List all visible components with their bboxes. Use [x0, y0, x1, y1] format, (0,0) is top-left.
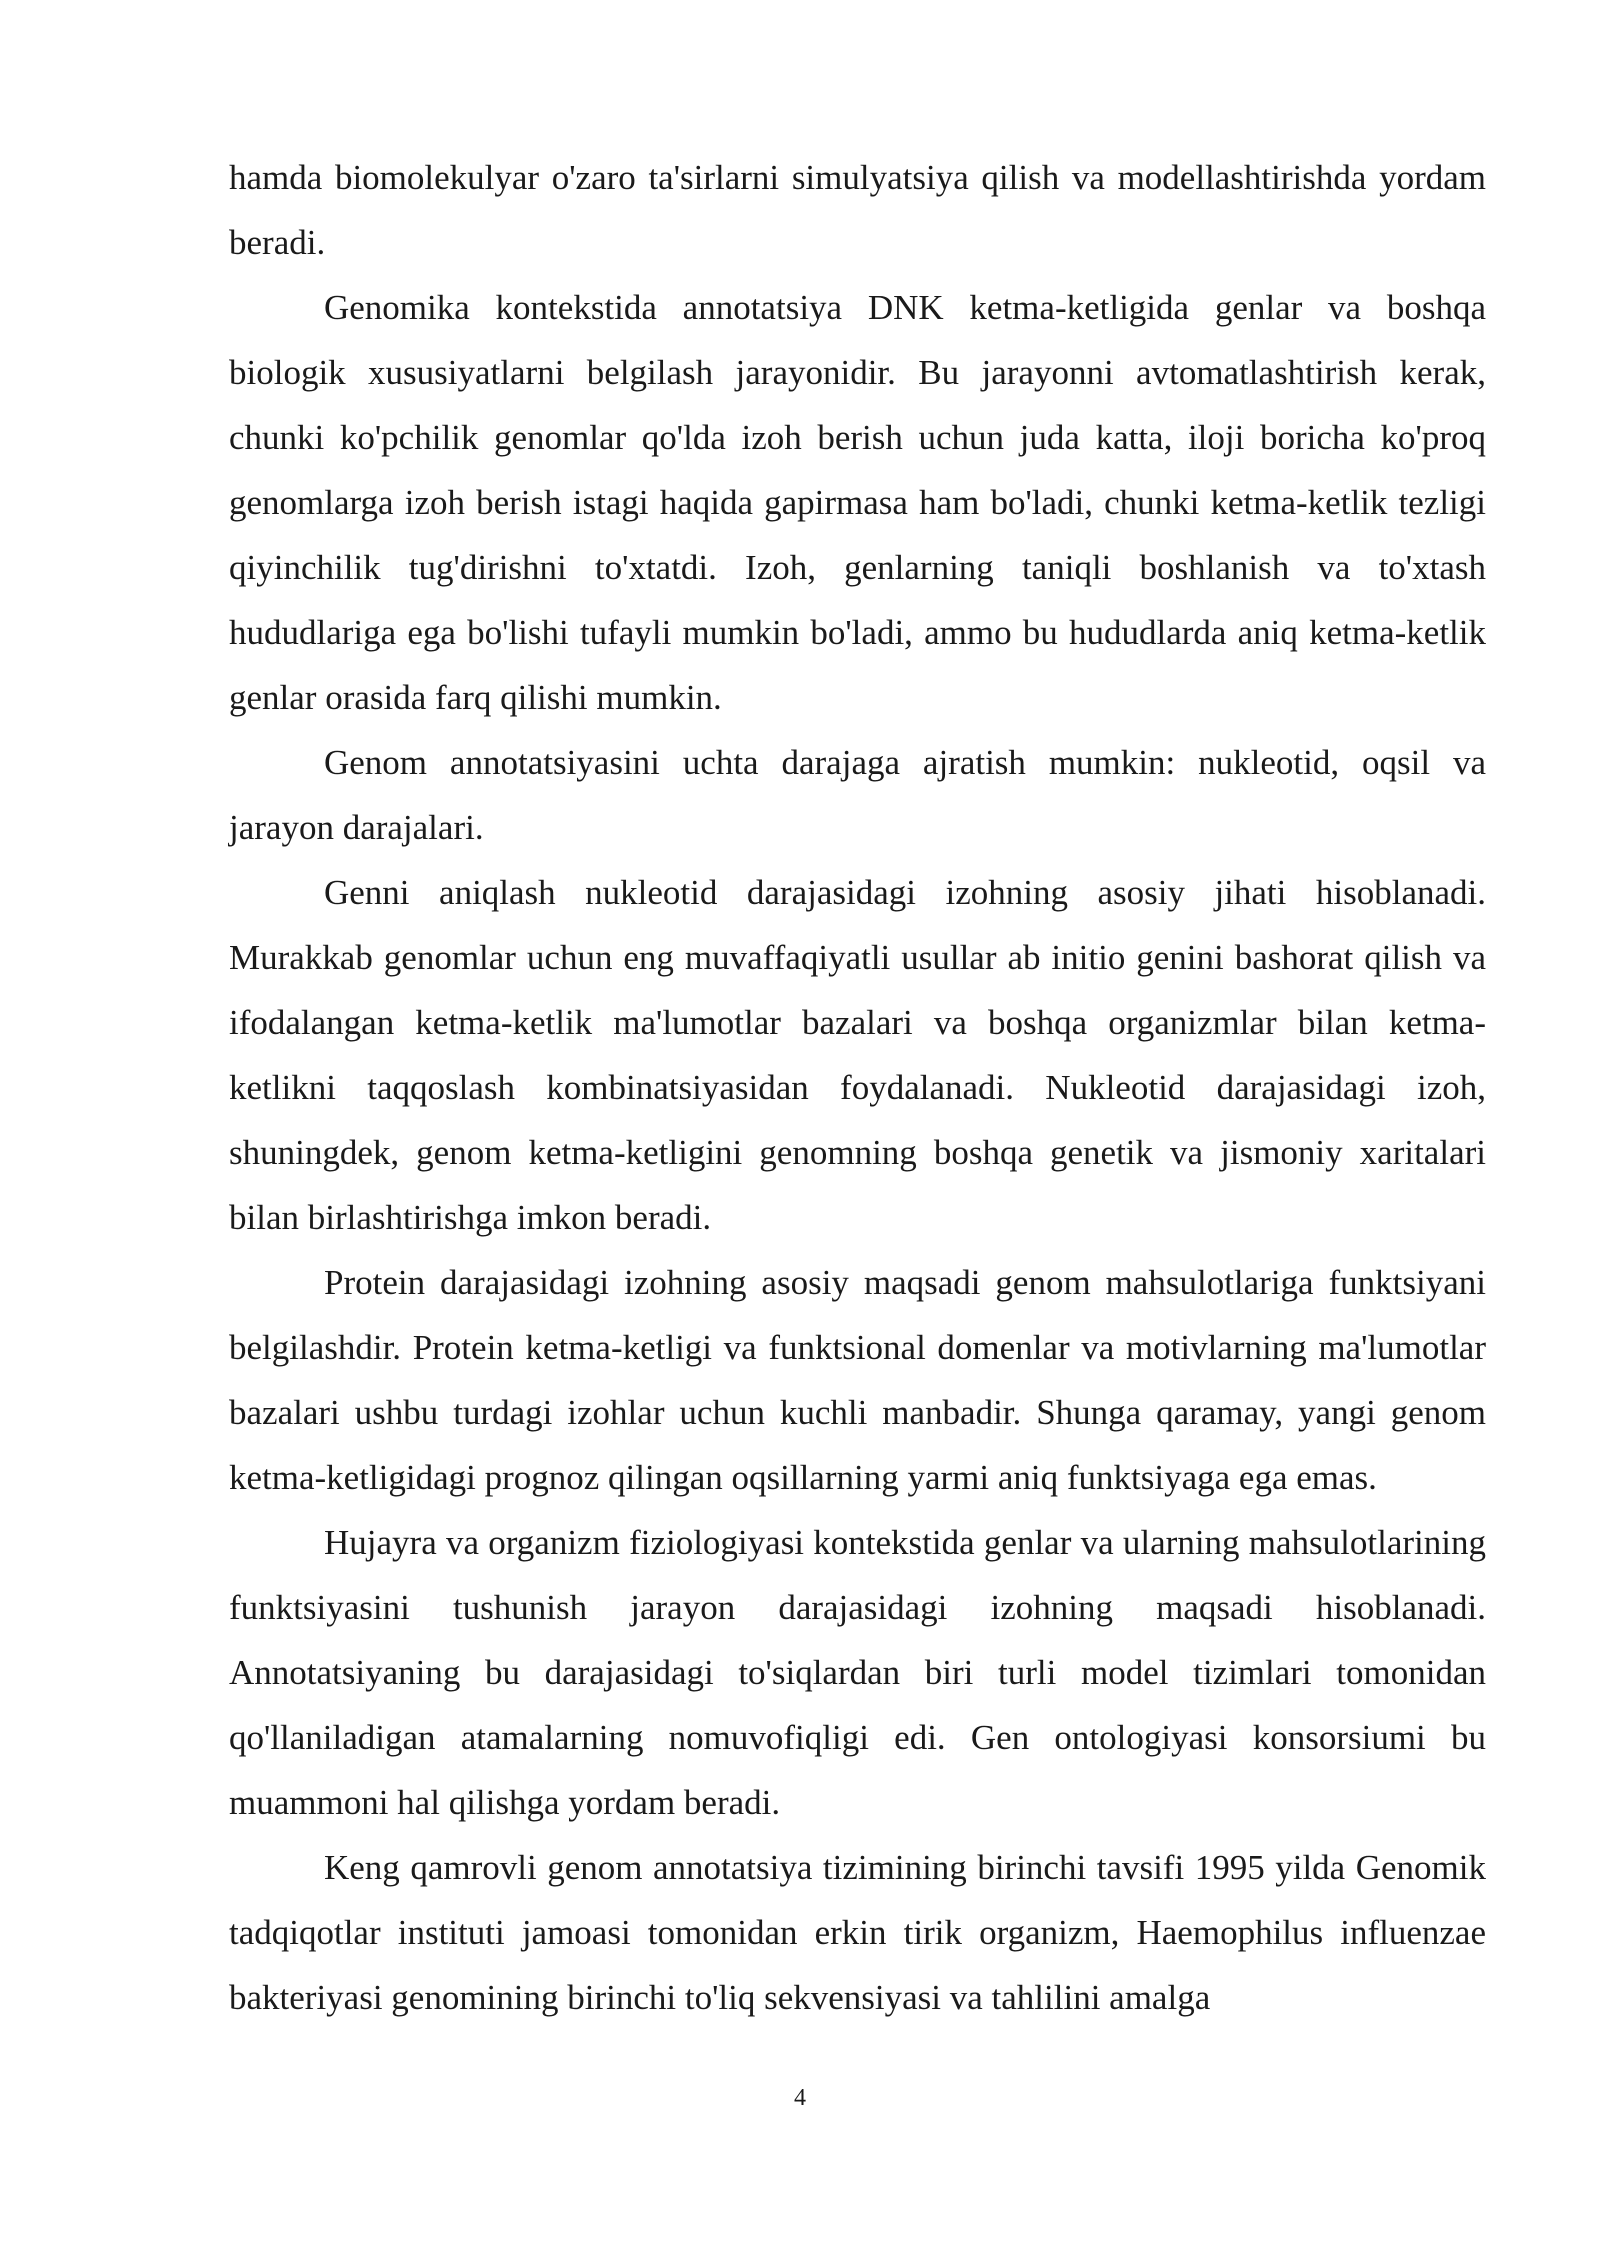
- page-number: 4: [794, 2085, 806, 2111]
- paragraph-annotation-levels: Genom annotatsiyasini uchta darajaga ajratish mumkin: nukleotid, oqsil va jarayon darajalari.: [229, 743, 1486, 847]
- body-text: [229, 145, 1486, 2030]
- paragraph-process-level: Hujayra va organizm fiziologiyasi kontekstida genlar va ularning mahsulotlarining funktsiyasini tushunish jarayon darajasidagi izohning maqsadi hisoblanadi. Annotatsiyaning bu darajasidagi to'siqlardan biri turli model tizimlari tomonidan qo'llaniladigan atamalarning nomuvofiqligi edi. Gen ontologiyasi konsorsiumi bu muammoni hal qilishga yordam beradi.: [229, 1523, 1486, 1822]
- paragraph-protein-level: Protein darajasidagi izohning asosiy maqsadi genom mahsulotlariga funktsiyani belgilashdir. Protein ketma-ketligi va funktsional domenlar va motivlarning ma'lumotlar bazalari ushbu turdagi izohlar uchun kuchli manbadir. Shunga qaramay, yangi genom ketma-ketligidagi prognoz qilingan oqsillarning yarmi aniq funktsiyaga ega emas.: [229, 1263, 1486, 1497]
- paragraph-nucleotide-level: Genni aniqlash nukleotid darajasidagi izohning asosiy jihati hisoblanadi. Murakkab genomlar uchun eng muvaffaqiyatli usullar ab initio genini bashorat qilish va ifodalangan ketma-ketlik ma'lumotlar bazalari va boshqa organizmlar bilan ketma-ketlikni taqqoslash kombinatsiyasidan foydalanadi. Nukleotid darajasidagi izoh, shuningdek, genom ketma-ketligini genomning boshqa genetik va jismoniy xaritalari bilan birlashtirishga imkon beradi.: [229, 873, 1486, 1237]
- paragraph-first-annotation: Keng qamrovli genom annotatsiya tizimining birinchi tavsifi 1995 yilda Genomik tadqiqotlar instituti jamoasi tomonidan erkin tirik organizm, Haemophilus influenzae bakteriyasi genomining birinchi to'liq sekvensiyasi va tahlilini amalga: [229, 1848, 1486, 2017]
- paragraph-continuation: hamda biomolekulyar o'zaro ta'sirlarni simulyatsiya qilish va modellashtirishda yordam beradi.: [229, 158, 1486, 262]
- paragraph-genome-annotation: Genomika kontekstida annotatsiya DNK ketma-ketligida genlar va boshqa biologik xususiyatlarni belgilash jarayonidir. Bu jarayonni avtomatlashtirish kerak, chunki ko'pchilik genomlar qo'lda izoh berish uchun juda katta, iloji boricha ko'proq genomlarga izoh berish istagi haqida gapirmasa ham bo'ladi, chunki ketma-ketlik tezligi qiyinchilik tug'dirishni to'xtatdi. Izoh, genlarning taniqli boshlanish va to'xtash hududlariga ega bo'lishi tufayli mumkin bo'ladi, ammo bu hududlarda aniq ketma-ketlik genlar orasida farq qilishi mumkin.: [229, 288, 1486, 717]
